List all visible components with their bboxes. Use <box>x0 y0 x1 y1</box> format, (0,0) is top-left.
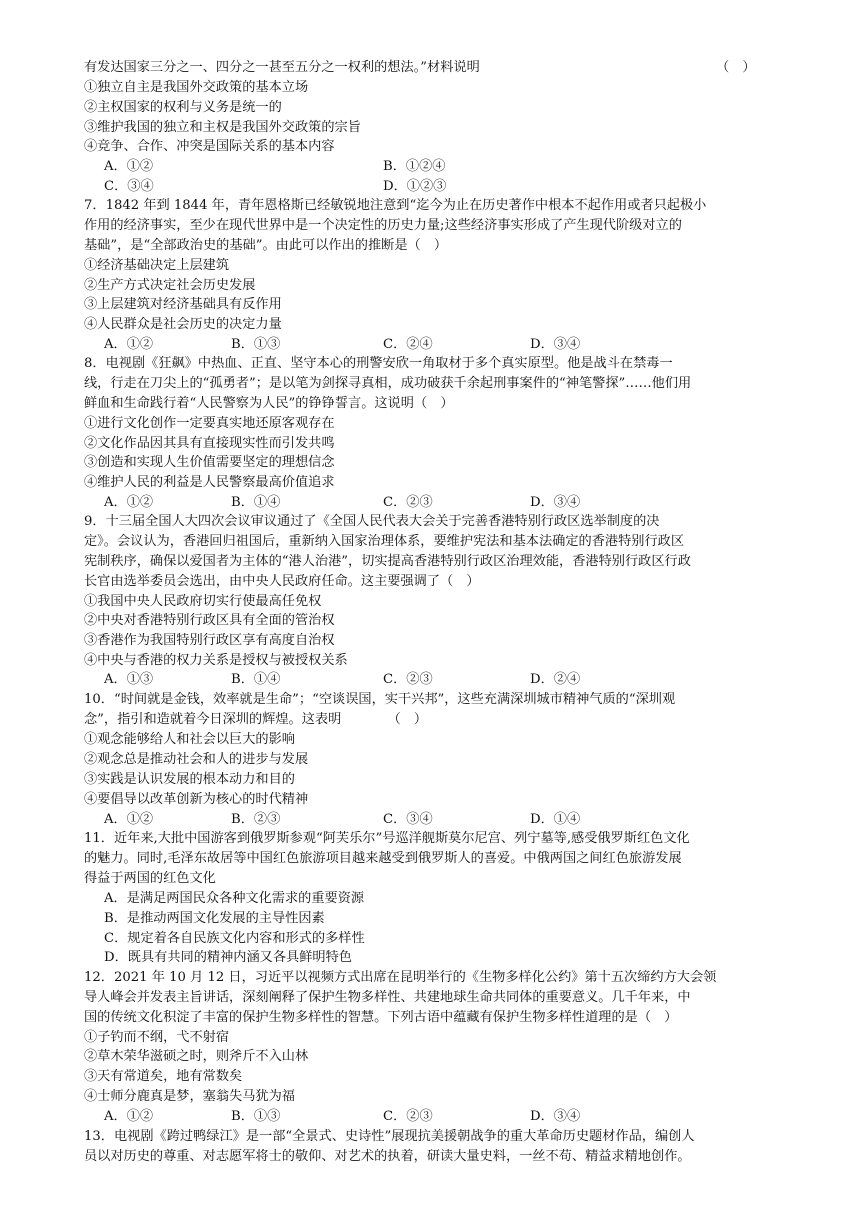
q12-option-d[interactable]: D．③④ <box>530 1109 581 1124</box>
q9-option-a[interactable]: A．①③ <box>104 672 154 687</box>
q7-stem-line-2: 作用的经济事实，至少在现代世界中是一个决定性的历史力量;这些经济事实形成了产生现代阶级对立的 <box>84 218 682 233</box>
q6-item-2: ②主权国家的权利与义务是统一的 <box>84 100 282 115</box>
q12-option-a[interactable]: A．①② <box>104 1109 154 1124</box>
q11-stem-line-1: 11．近年来,大批中国游客到俄罗斯参观“阿芙乐尔”号巡洋舰斯莫尔尼宫、列宁墓等,感受俄罗斯红色文化 <box>84 831 690 846</box>
q6-option-c[interactable]: C．③④ <box>104 179 154 194</box>
q11-option-c[interactable]: C．规定着各自民族文化内容和形式的多样性 <box>104 931 365 946</box>
q10-item-3: ③实践是认识发展的根本动力和目的 <box>84 772 295 787</box>
q11-option-b[interactable]: B．是推动两国文化发展的主导性因素 <box>104 911 325 926</box>
q13-stem-line-2: 员以对历史的尊重、对志愿军将士的敬仰、对艺术的执着，研读大量史料，一丝不苟、精益求精地创作。 <box>84 1149 691 1164</box>
q9-stem-line-3: 宪制秩序，确保以爱国者为主体的“港人治港”，切实提高香港特别行政区治理效能，香港特别行政区行政 <box>84 554 691 569</box>
q12-stem-line-2: 导人峰会并发表主旨讲话，深刻阐释了保护生物多样性、共建地球生命共同体的重要意义。几千年来，中 <box>84 990 691 1005</box>
q13-stem-line-1: 13．电视剧《跨过鸭绿江》是一部“全景式、史诗性”展现抗美援朝战争的重大革命历史题材作品，编创人 <box>84 1129 695 1144</box>
q6-item-4: ④竞争、合作、冲突是国际关系的基本内容 <box>84 139 335 154</box>
q9-option-d[interactable]: D．②④ <box>530 672 581 687</box>
q10-option-d[interactable]: D．①④ <box>530 812 581 827</box>
q8-option-b[interactable]: B．①④ <box>231 495 281 510</box>
q8-option-c[interactable]: C．②③ <box>383 495 433 510</box>
q9-item-3: ③香港作为我国特别行政区享有高度自治权 <box>84 633 335 648</box>
q9-stem-line-2: 定》。会议认为，香港回归祖国后，重新纳入国家治理体系，要维护宪法和基本法确定的香港特别行政区 <box>84 534 685 549</box>
q12-item-4: ④士师分鹿真是梦，塞翁失马犹为福 <box>84 1089 295 1104</box>
q7-item-4: ④人民群众是社会历史的决定力量 <box>84 317 282 332</box>
q10-stem-line-2: 念”，指引和造就着今日深圳的辉煌。这表明 （ ） <box>84 712 428 727</box>
q7-item-1: ①经济基础决定上层建筑 <box>84 258 230 273</box>
q8-item-1: ①进行文化创作一定要真实地还原客观存在 <box>84 416 335 431</box>
q7-option-a[interactable]: A．①② <box>104 337 154 352</box>
q8-stem-line-3: 鲜血和生命践行着“人民警察为人民”的铮铮誓言。这说明（ ） <box>84 396 454 411</box>
q9-option-b[interactable]: B．①④ <box>231 672 281 687</box>
q8-option-a[interactable]: A．①② <box>104 495 154 510</box>
q10-item-2: ②观念总是推动社会和人的进步与发展 <box>84 752 309 767</box>
q8-option-d[interactable]: D．③④ <box>530 495 581 510</box>
q11-stem-line-2: 的魅力。同时,毛泽东故居等中国红色旅游项目越来越受到俄罗斯人的喜爱。中俄两国之间红色旅游发展 <box>84 851 682 866</box>
q6-option-d[interactable]: D．①②③ <box>383 179 447 194</box>
q6-item-3: ③维护我国的独立和主权是我国外交政策的宗旨 <box>84 120 361 135</box>
q7-stem-line-3: 基础”，是“全部政治史的基础”。由此可以作出的推断是（ ） <box>84 238 448 253</box>
q6-item-1: ①独立自主是我国外交政策的基本立场 <box>84 80 309 95</box>
q9-item-1: ①我国中央人民政府切实行使最高任免权 <box>84 594 322 609</box>
q10-item-1: ①观念能够给人和社会以巨大的影响 <box>84 732 295 747</box>
q10-item-4: ④要倡导以改革创新为核心的时代精神 <box>84 792 309 807</box>
q10-stem-line-1: 10．“时间就是金钱，效率就是生命”；“空谈误国，实干兴邦”，这些充满深圳城市精神气质的“深圳观 <box>84 692 676 707</box>
q8-stem-line-1: 8．电视剧《狂飙》中热血、正直、坚守本心的刑警安欣一角取材于多个真实原型。他是战斗在禁毒一 <box>84 356 673 371</box>
q12-item-1: ①子钓而不纲，弋不射宿 <box>84 1030 230 1045</box>
q7-option-b[interactable]: B．①③ <box>231 337 281 352</box>
q12-stem-line-1: 12．2021 年 10 月 12 日，习近平以视频方式出席在昆明举行的《生物多样化公约》第十五次缔约方大会领 <box>84 970 717 985</box>
q7-item-3: ③上层建筑对经济基础具有反作用 <box>84 297 282 312</box>
q7-stem-line-1: 7．1842 年到 1844 年，青年恩格斯已经敏锐地注意到“迄今为止在历史著作中根本不起作用或者只起极小 <box>84 198 707 213</box>
q12-stem-line-3: 国的传统文化积淀了丰富的保护生物多样性的智慧。下列古语中蕴藏有保护生物多样性道理的是（ ） <box>84 1010 678 1025</box>
q6-stem-line: 有发达国家三分之一、四分之一甚至五分之一权利的想法。”材料说明 <box>84 60 480 75</box>
q12-option-b[interactable]: B．①③ <box>231 1109 281 1124</box>
q6-option-a[interactable]: A．①② <box>104 159 154 174</box>
q8-item-3: ③创造和实现人生价值需要坚定的理想信念 <box>84 455 335 470</box>
q12-item-3: ③天有常道矣，地有常数矣 <box>84 1069 243 1084</box>
q12-item-2: ②草木荣华滋硕之时，则斧斤不入山林 <box>84 1049 309 1064</box>
q7-option-c[interactable]: C．②④ <box>383 337 433 352</box>
q10-option-c[interactable]: C．③④ <box>383 812 433 827</box>
q9-stem-line-1: 9．十三届全国人大四次会议审议通过了《全国人民代表大会关于完善香港特别行政区选举制度的决 <box>84 514 660 529</box>
q8-stem-line-2: 线，行走在刀尖上的“孤勇者”；是以笔为剑探寻真相，成功破获千余起刑事案件的“神笔警探”……他们用 <box>84 376 692 391</box>
q11-option-d[interactable]: D．既具有共同的精神内涵又各具鲜明特色 <box>104 950 352 965</box>
q7-item-2: ②生产方式决定社会历史发展 <box>84 278 256 293</box>
q8-item-2: ②文化作品因其具有直接现实性而引发共鸣 <box>84 436 335 451</box>
q12-option-c[interactable]: C．②③ <box>383 1109 433 1124</box>
q9-option-c[interactable]: C．②③ <box>383 672 433 687</box>
q11-option-a[interactable]: A．是满足两国民众各种文化需求的重要资源 <box>104 891 365 906</box>
q9-item-2: ②中央对香港特别行政区具有全面的管治权 <box>84 613 335 628</box>
q6-answer-bracket: （ ） <box>716 60 756 75</box>
q11-stem-line-3: 得益于两国的红色文化 <box>84 871 216 886</box>
q6-option-b[interactable]: B．①②④ <box>383 159 446 174</box>
q8-item-4: ④维护人民的利益是人民警察最高价值追求 <box>84 475 335 490</box>
q10-option-a[interactable]: A．①② <box>104 812 154 827</box>
q10-option-b[interactable]: B．②③ <box>231 812 281 827</box>
q9-stem-line-4: 长官由选举委员会选出，由中央人民政府任命。这主要强调了（ ） <box>84 574 480 589</box>
q9-item-4: ④中央与香港的权力关系是授权与被授权关系 <box>84 653 348 668</box>
q7-option-d[interactable]: D．③④ <box>530 337 581 352</box>
